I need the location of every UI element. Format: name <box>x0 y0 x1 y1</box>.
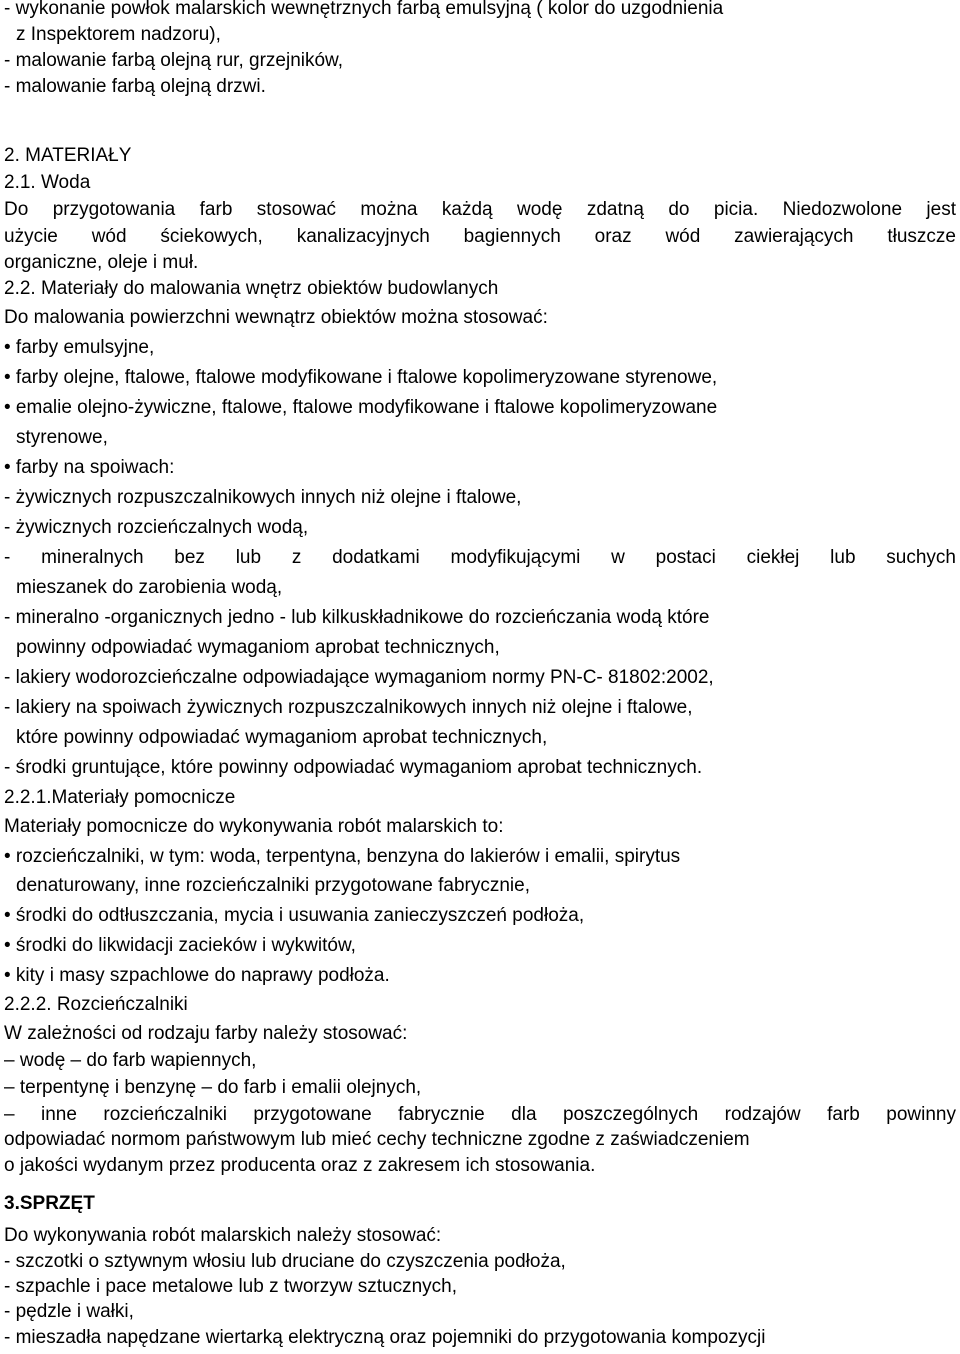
dash-item: - pędzle i wałki, <box>4 1301 134 1322</box>
subsection-heading: 2.2.1.Materiały pomocnicze <box>4 787 236 808</box>
text-line: - malowanie farbą olejną drzwi. <box>4 76 266 97</box>
section-heading: 2. MATERIAŁY <box>4 145 132 166</box>
text-line: o jakości wydanym przez producenta oraz z zakresem ich stosowania. <box>4 1155 596 1176</box>
dash-item: – inne rozcieńczalniki przygotowane fabrycznie dla poszczególnych rodzajów farb powinny <box>4 1104 956 1125</box>
dash-item: - szpachle i pace metalowe lub z tworzyw sztucznych, <box>4 1276 458 1297</box>
text-line: Do wykonywania robót malarskich należy stosować: <box>4 1225 442 1246</box>
section-heading: 3.SPRZĘT <box>4 1193 95 1214</box>
text-line: organiczne, oleje i muł. <box>4 252 199 273</box>
bullet-item: • emalie olejno-żywiczne, ftalowe, ftalowe modyfikowane i ftalowe kopolimeryzowane <box>4 397 718 418</box>
dash-item: - żywicznych rozpuszczalnikowych innych niż olejne i ftalowe, <box>4 487 522 508</box>
text-line: Do przygotowania farb stosować można każdą wodę zdatną do picia. Niedozwolone jest <box>4 199 956 220</box>
text-line: W zależności od rodzaju farby należy stosować: <box>4 1023 408 1044</box>
bullet-item: • farby na spoiwach: <box>4 457 175 478</box>
dash-item: - mineralnych bez lub z dodatkami modyfikującymi w postaci ciekłej lub suchych <box>4 547 956 568</box>
text-line: powinny odpowiadać wymaganiom aprobat technicznych, <box>16 637 500 658</box>
subsection-heading: 2.2. Materiały do malowania wnętrz obiektów budowlanych <box>4 278 499 299</box>
text-line: - malowanie farbą olejną rur, grzejników, <box>4 50 344 71</box>
text-line: Do malowania powierzchni wewnątrz obiektów można stosować: <box>4 307 548 328</box>
bullet-item: • rozcieńczalniki, w tym: woda, terpentyna, benzyna do lakierów i emalii, spirytus <box>4 846 681 867</box>
text-line: odpowiadać normom państwowym lub mieć cechy techniczne zgodne z zaświadczeniem <box>4 1129 750 1150</box>
dash-item: - środki gruntujące, które powinny odpowiadać wymaganiom aprobat technicznych. <box>4 757 703 778</box>
dash-item: - mieszadła napędzane wiertarką elektryczną oraz pojemniki do przygotowania kompozycji <box>4 1327 766 1348</box>
text-line: z Inspektorem nadzoru), <box>16 24 221 45</box>
dash-item: - żywicznych rozcieńczalnych wodą, <box>4 517 309 538</box>
text-line: które powinny odpowiadać wymaganiom aprobat technicznych, <box>16 727 548 748</box>
dash-item: - lakiery wodorozcieńczalne odpowiadające wymaganiom normy PN-C- 81802:2002, <box>4 667 714 688</box>
bullet-item: • farby olejne, ftalowe, ftalowe modyfikowane i ftalowe kopolimeryzowane styrenowe, <box>4 367 718 388</box>
bullet-item: • środki do odtłuszczania, mycia i usuwania zanieczyszczeń podłoża, <box>4 905 585 926</box>
text-line: - wykonanie powłok malarskich wewnętrznych farbą emulsyjną ( kolor do uzgodnienia <box>4 0 724 19</box>
subsection-heading: 2.1. Woda <box>4 172 91 193</box>
bullet-item: • kity i masy szpachlowe do naprawy podłoża. <box>4 965 390 986</box>
dash-item: – wodę – do farb wapiennych, <box>4 1050 257 1071</box>
dash-item: - lakiery na spoiwach żywicznych rozpuszczalnikowych innych niż olejne i ftalowe, <box>4 697 693 718</box>
bullet-item: • środki do likwidacji zacieków i wykwitów, <box>4 935 356 956</box>
subsection-heading: 2.2.2. Rozcieńczalniki <box>4 994 188 1015</box>
dash-item: - mineralno -organicznych jedno - lub kilkuskładnikowe do rozcieńczania wodą które <box>4 607 710 628</box>
text-line: mieszanek do zarobienia wodą, <box>16 577 283 598</box>
dash-item: - szczotki o sztywnym włosiu lub druciane do czyszczenia podłoża, <box>4 1251 566 1272</box>
text-line: użycie wód ściekowych, kanalizacyjnych bagiennych oraz wód zawierających tłuszcze <box>4 226 956 247</box>
text-line: denaturowany, inne rozcieńczalniki przygotowane fabrycznie, <box>16 875 530 896</box>
bullet-item: • farby emulsyjne, <box>4 337 155 358</box>
dash-item: – terpentynę i benzynę – do farb i emalii olejnych, <box>4 1077 422 1098</box>
text-line: styrenowe, <box>16 427 108 448</box>
text-line: Materiały pomocnicze do wykonywania robót malarskich to: <box>4 816 504 837</box>
